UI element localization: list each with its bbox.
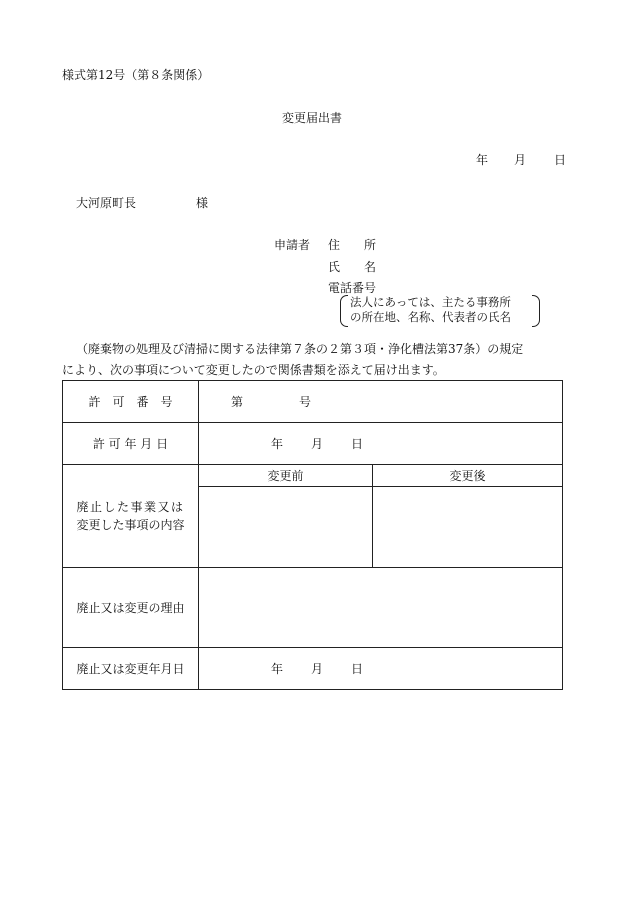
date-day-label: 日 (554, 153, 567, 167)
permit-month: 月 (311, 437, 324, 451)
corporate-note-line2: の所在地、名称、代表者の氏名 (350, 310, 511, 324)
change-day: 日 (351, 662, 364, 676)
before-field[interactable] (199, 487, 373, 567)
applicant-label: 申請者 (274, 238, 311, 252)
address-label: 住 所 (328, 238, 377, 252)
change-content-cell (199, 465, 563, 568)
after-field[interactable] (373, 487, 562, 567)
body-text-line2: により、次の事項について変更したので関係書類を添えて届け出ます。 (62, 363, 445, 377)
addressee-name: 大河原町長 (76, 196, 137, 210)
permit-year: 年 (271, 437, 284, 451)
change-date-label: 廃止又は変更年月日 (63, 648, 199, 690)
notification-table (62, 380, 563, 690)
phone-label: 電話番号 (328, 281, 377, 295)
permit-number-suffix: 号 (299, 395, 312, 409)
change-content-label-line1: 廃止した事業又は (76, 500, 185, 514)
note-bracket-left (340, 295, 348, 327)
permit-number-field[interactable] (199, 381, 563, 423)
change-content-label (63, 465, 199, 568)
reason-field[interactable] (199, 568, 563, 648)
change-date-field[interactable] (199, 648, 563, 690)
date-year-label: 年 (476, 153, 489, 167)
date-month-label: 月 (514, 153, 527, 167)
change-month: 月 (311, 662, 324, 676)
addressee-honorific: 様 (196, 196, 209, 210)
corporate-note-line1: 法人にあっては、主たる事務所 (350, 295, 511, 309)
permit-number-label: 許 可 番 号 (63, 381, 199, 423)
reason-label: 廃止又は変更の理由 (63, 568, 199, 648)
note-bracket-right (532, 295, 540, 327)
form-number: 様式第12号（第８条関係） (62, 68, 210, 82)
permit-number-prefix: 第 (231, 395, 244, 409)
after-header: 変更後 (373, 465, 562, 487)
document-title: 変更届出書 (282, 111, 343, 125)
permit-date-field[interactable] (199, 423, 563, 465)
permit-date-label: 許 可 年 月 日 (63, 423, 199, 465)
change-content-label-line2: 変更した事項の内容 (76, 518, 185, 532)
name-label: 氏 名 (328, 260, 377, 274)
permit-day: 日 (351, 437, 364, 451)
change-year: 年 (271, 662, 284, 676)
before-header: 変更前 (199, 465, 373, 487)
body-text-line1: （廃棄物の処理及び清掃に関する法律第７条の２第３項・浄化槽法第37条）の規定 (76, 342, 524, 356)
